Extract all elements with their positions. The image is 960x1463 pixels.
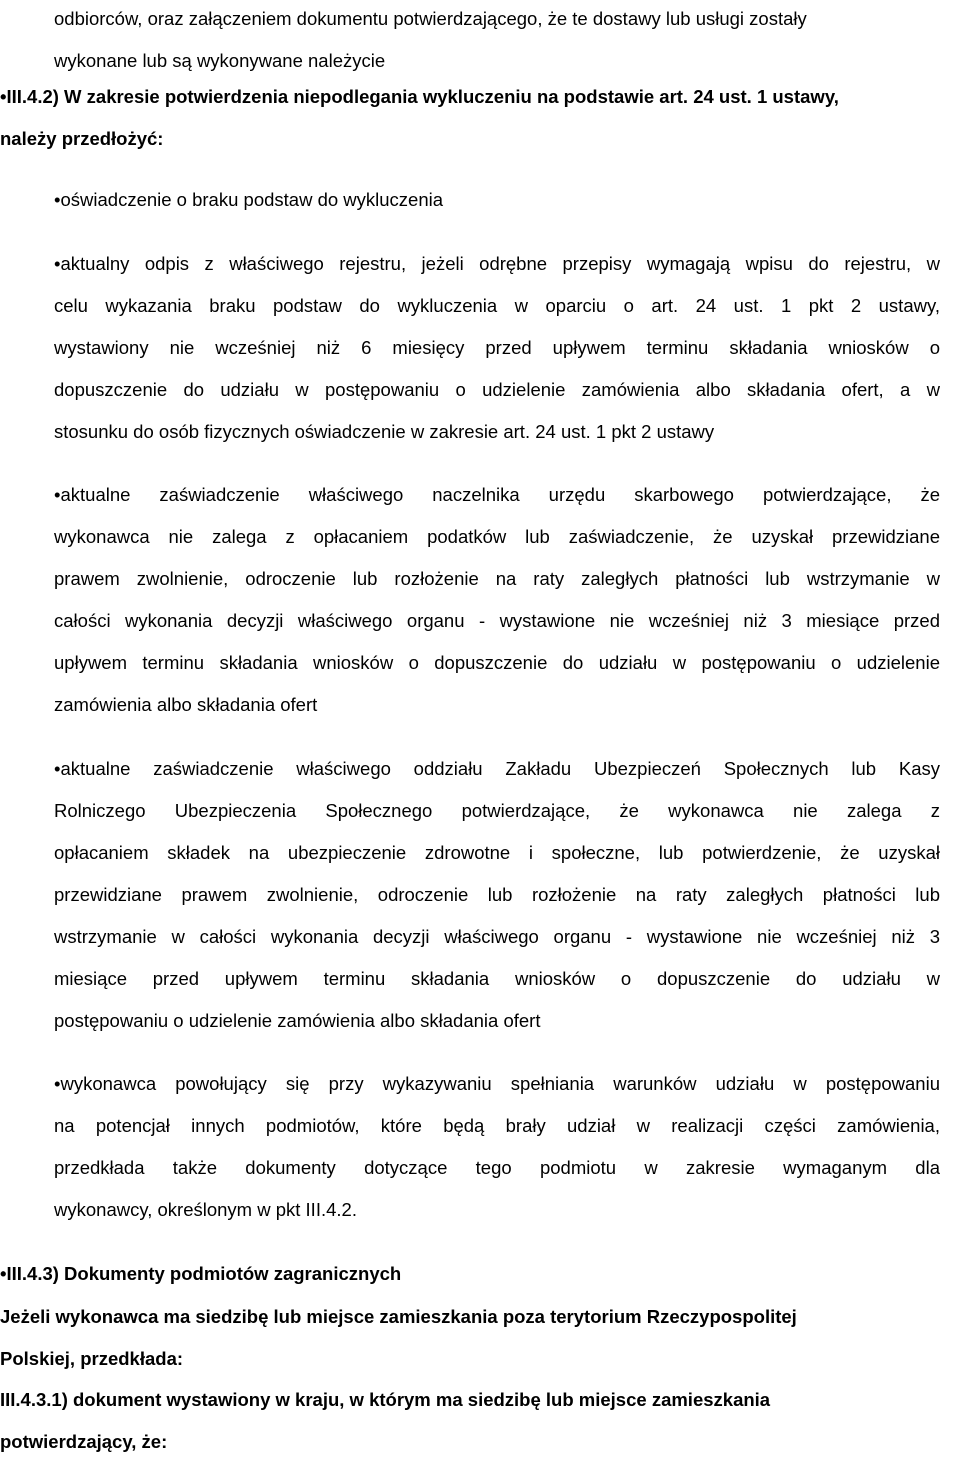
- text-line: odbiorców, oraz załączeniem dokumentu potwierdzającego, że te dostawy lub usługi zostały: [54, 8, 807, 29]
- text-line: •aktualny odpis z właściwego rejestru, jeżeli odrębne przepisy wymagają wpisu do rejestru, w: [54, 253, 940, 274]
- text-line: opłacaniem składek na ubezpieczenie zdrowotne i społeczne, lub potwierdzenie, że uzyskał: [54, 842, 940, 863]
- text-line: postępowaniu o udzielenie zamówienia albo składania ofert: [54, 1010, 541, 1031]
- text-line: przewidziane prawem zwolnienie, odroczenie lub rozłożenie na raty zaległych płatności lub: [54, 884, 940, 905]
- text-line: celu wykazania braku podstaw do wykluczenia w oparciu o art. 24 ust. 1 pkt 2 ustawy,: [54, 295, 940, 316]
- text-line: •aktualne zaświadczenie właściwego oddziału Zakładu Ubezpieczeń Społecznych lub Kasy: [54, 758, 940, 779]
- text-line: prawem zwolnienie, odroczenie lub rozłożenie na raty zaległych płatności lub wstrzymanie w: [54, 568, 940, 589]
- text-line: wykonawca nie zalega z opłacaniem podatków lub zaświadczenie, że uzyskał przewidziane: [54, 526, 940, 547]
- section-paragraph: [0, 1296, 960, 1380]
- text-line: miesiące przed upływem terminu składania wniosków o dopuszczenie do udziału w: [54, 968, 940, 989]
- text-line: Jeżeli wykonawca ma siedzibę lub miejsce zamieszkania poza terytorium Rzeczypospolitej: [0, 1306, 797, 1327]
- text-line: na potencjał innych podmiotów, które będą brały udział w realizacji części zamówienia,: [54, 1115, 940, 1136]
- text-line: wykonane lub są wykonywane należycie: [54, 50, 386, 71]
- text-line: całości wykonania decyzji właściwego organu - wystawione nie wcześniej niż 3 miesiące przed: [54, 610, 940, 631]
- text-line: wystawiony nie wcześniej niż 6 miesięcy przed upływem terminu składania wniosków o: [54, 337, 940, 358]
- text-line: •III.4.2) W zakresie potwierdzenia niepodlegania wykluczeniu na podstawie art. 24 ust. 1 ustawy,: [0, 86, 839, 107]
- intro-paragraph: [54, 0, 934, 82]
- list-item: [54, 1063, 940, 1231]
- text-line: •aktualne zaświadczenie właściwego naczelnika urzędu skarbowego potwierdzające, że: [54, 484, 940, 505]
- section-heading-iii-4-2: [0, 76, 960, 160]
- text-line: zamówienia albo składania ofert: [54, 694, 318, 715]
- text-line: •oświadczenie o braku podstaw do wykluczenia: [54, 189, 444, 210]
- text-line: •III.4.3) Dokumenty podmiotów zagranicznych: [0, 1263, 402, 1284]
- text-line: wykonawcy, określonym w pkt III.4.2.: [54, 1199, 357, 1220]
- text-line: należy przedłożyć:: [0, 128, 164, 149]
- sub-section-heading-iii-4-3-1: [0, 1379, 960, 1463]
- text-line: potwierdzający, że:: [0, 1431, 168, 1452]
- text-line: •wykonawca powołujący się przy wykazywaniu spełniania warunków udziału w postępowaniu: [54, 1073, 940, 1094]
- text-line: wstrzymanie w całości wykonania decyzji właściwego organu - wystawione nie wcześniej niż 3: [54, 926, 940, 947]
- text-line: dopuszczenie do udziału w postępowaniu o udzielenie zamówienia albo składania ofert, a w: [54, 379, 940, 400]
- text-line: III.4.3.1) dokument wystawiony w kraju, w którym ma siedzibę lub miejsce zamieszkania: [0, 1389, 771, 1410]
- section-heading-iii-4-3: [0, 1253, 960, 1295]
- text-line: Polskiej, przedkłada:: [0, 1348, 184, 1369]
- list-item: [54, 474, 940, 726]
- text-line: przedkłada także dokumenty dotyczące tego podmiotu w zakresie wymaganym dla: [54, 1157, 940, 1178]
- text-line: stosunku do osób fizycznych oświadczenie w zakresie art. 24 ust. 1 pkt 2 ustawy: [54, 421, 715, 442]
- list-item: [54, 748, 940, 1042]
- list-item: [54, 179, 934, 221]
- list-item: [54, 243, 940, 453]
- text-line: Rolniczego Ubezpieczenia Społecznego potwierdzające, że wykonawca nie zalega z: [54, 800, 940, 821]
- text-line: upływem terminu składania wniosków o dopuszczenie do udziału w postępowaniu o udzielenie: [54, 652, 940, 673]
